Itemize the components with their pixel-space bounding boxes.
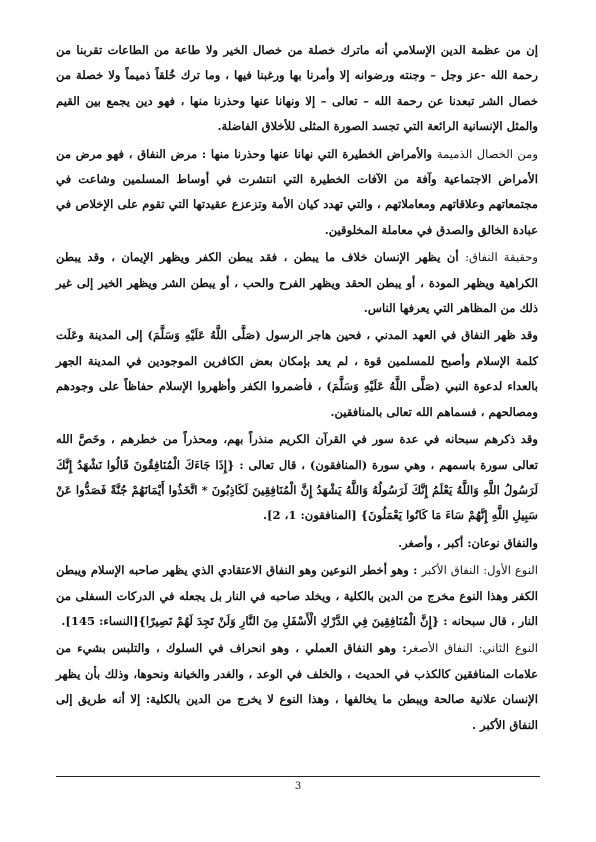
footer-divider — [56, 776, 540, 777]
paragraph-definition — [56, 245, 538, 321]
paragraph-major-hypocrisy — [56, 558, 538, 634]
paragraph-lead: ومن الخصال الذميمة — [436, 146, 538, 161]
paragraph-text: والأمراض الخطيرة التي نهانا عنها وحذرنا منها : مرض النفاق ، فهو مرض من الأمراض الاجتماعية وآفة من الآفات الخطيرة التي انتشرت في أوساط المسلمين وشاعت في مجتمعاتهم وعلاقاتهم ومعاملاتهم ، والتي تهدد كيان الأمة وتزعزع عقيدتها التي تقوم على الإخلاص في عبادة الخالق والصدق في معاملة المخلوقين. — [56, 146, 538, 237]
paragraph-lead: وحقيقة النفاق: — [465, 250, 538, 265]
paragraph-two-types — [56, 531, 538, 556]
paragraph-lead: النوع الثاني: النفاق الأصغر — [406, 641, 538, 656]
paragraph-text: إن من عظمة الدين الإسلامي أنه ماترك خصلة من خصال الخير ولا طاعة من الطاعات تقربنا من رحمة الله -عز وجل – وجنته ورضوانه إلا وأمرنا بها ورغبنا فيها ، وما ترك خُلقاً ذميماً ولا خصلة من خصال الشر تبعدنا عن رحمة الله – تعالى – إلا ونهانا عنها وحذرنا منها ، فهو دين يجمع بين القيم والمثل الإنسانية الرائعة التي تجسد الصورة المثلى للأخلاق الفاضلة. — [56, 43, 538, 134]
paragraph-text: أن يظهر الإنسان خلاف ما يبطن ، فقد يبطن الكفر ويظهر الإيمان ، وقد يبطن الكراهية ويظهر المودة ، أو يبطن الحقد ويظهر الفرح والحب ، أو يبطن الشر ويظهر الخير إلى غير ذلك من المظاهر التي يعرفها الناس. — [56, 250, 538, 316]
paragraph-quran-verses — [56, 427, 538, 529]
paragraph-hypocrisy-disease — [56, 142, 538, 244]
paragraph-text: وقد ظهر النفاق في العهد المدني ، فحين هاجر الرسول (صَلَّى اللَّهُ عَلَيْهِ وَسَلَّمَ) إلى المدينة وعَلَت كلمة الإسلام وأصبح للمسلمين قوة ، لم يعد بإمكان بعض الكافرين الموجودين في المدينة الجهر بالعداء لدعوة النبي (صَلَّى اللَّهُ عَلَيْهِ وَسَلَّمَ) ، فأضمروا الكفر وأظهروا الإسلام حفاظاً على وجودهم ومصالحهم ، فسماهم الله تعالى بالمنافقين. — [56, 328, 538, 419]
paragraph-minor-hypocrisy — [56, 636, 538, 738]
paragraph-text: : وهو النفاق العملي ، وهو انحراف في السلوك ، والتلبس بشيء من علامات المنافقين كالكذب في الحديث ، والخلف في الوعد ، والغدر والخيانة ونحوها، وذلك بأن يظهر الإنسان علانية صالحة ويبطن ما يخالفها ، وهذا النوع لا يخرج من الدين بالكلية: إلا أنه طريق إلى النفاق الأكبر . — [56, 641, 538, 732]
paragraph-medina-era — [56, 323, 538, 425]
paragraph-text: والنفاق نوعان: أكبر ، وأصغر. — [398, 535, 538, 550]
paragraph-text: وقد ذكرهم سبحانه في عدة سور في القرآن الكريم منذراً بهم، ومحذراً من خطرهم ، وخَصَّ الله تعالى سورة باسمهم ، وهي سورة (المنافقون) ، قال تعالى : {إِذَا جَاءَكَ الْمُنَافِقُونَ قَالُوا نَشْهَدُ إِنَّكَ لَرَسُولُ اللَّهِ وَاللَّهُ يَعْلَمُ إِنَّكَ لَرَسُولُهُ وَاللَّهُ يَشْهَدُ إِنَّ الْمُنَافِقِينَ لَكَاذِبُونَ * اتَّخَذُوا أَيْمَانَهُمْ جُنَّةً فَصَدُّوا عَنْ سَبِيلِ اللَّهِ إِنَّهُمْ سَاءَ مَا كَانُوا يَعْمَلُونَ} [المنافقون: 1، 2]. — [56, 432, 538, 523]
page-number: 3 — [294, 781, 302, 792]
paragraph-text: : وهو أخطر النوعين وهو النفاق الاعتقادي الذي يظهر صاحبه الإسلام ويبطن الكفر وهذا النوع مخرج من الدين بالكلية ، ويخلد صاحبه في النار بل يجعله في الدركات السفلى من النار ، قال سبحانه : {إِنَّ الْمُنَافِقِينَ فِي الدَّرْكِ الْأَسْفَلِ مِنَ النَّارِ وَلَنْ تَجِدَ لَهُمْ نَصِيرًا}[النساء: 145]. — [56, 563, 538, 628]
paragraph-intro — [56, 38, 538, 140]
paragraph-lead: النوع الأول: النفاق الأكبر — [421, 563, 538, 578]
article-body — [56, 38, 538, 740]
